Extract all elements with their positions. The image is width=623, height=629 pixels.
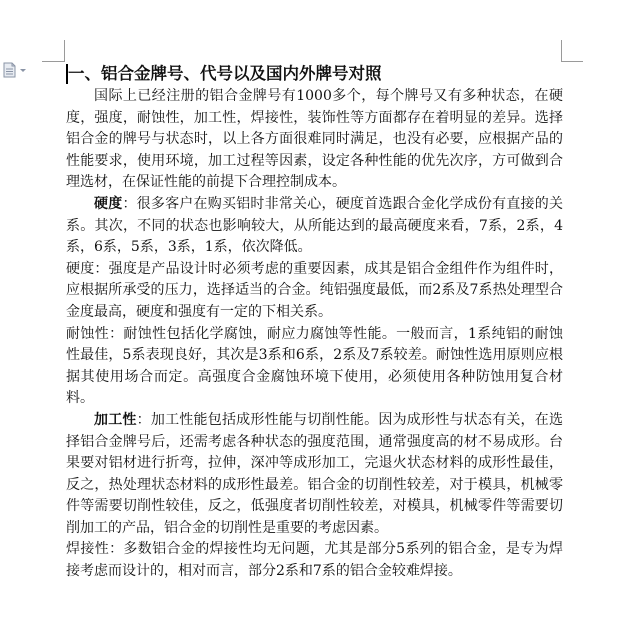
workability-paragraph [66,410,563,540]
hardness-paragraph [66,194,563,259]
weldability-clip [66,539,563,580]
workability-text: ：加工性能包括成形性能与切削性能。因为成形性与状态有关，在选择铝合金牌号后，还需考虑各种状态的强度范围，通常强度高的材不易成形。台果要对铝材进行折弯，拉伸，深冲等成形加工，完退火状态材料的成形性最佳，反之，热处理状态材料的成形性最差。铝合金的切削性较差，对于模具，机械零件等需要切削性较佳，反之，低强度者切削性较差，对模具，机械零件等需要切削加工的产品，铝合金的切削性是重要的考虑因素。 [66,411,563,536]
strength-paragraph: 硬度：强度是产品设计时必须考虑的重要因素，成其是铝合金组件作为组件时，应根据所承受的压力，选择适当的合金。纯铝强度最低，而2系及7系热处理型合金度最高，硬度和强度有一定的下相关系。 [66,260,563,320]
workability-label: 加工性 [94,411,137,428]
document-options-icon[interactable] [3,62,31,78]
crop-mark-top-left-vertical [64,40,65,62]
hardness-text: ：很多客户在购买铝时非常关心，硬度首选跟合金化学成份有直接的关系。其次，不同的状态也影响较大，从所能达到的最高硬度来看，7系，2系，4系，6系，5系，3系，1系，依次降低。 [66,195,563,256]
intro-paragraph: 国际上已经注册的铝合金牌号有1000多个，每个牌号又有多种状态，在硬度，强度，耐蚀性，加工性，焊接性，装饰性等方面都存在着明显的差异。选择铝合金的牌号与状态时，以上各方面很难同时满足，也没有必要，应根据产品的性能要求，使用环境，加工过程等因素，设定各种性能的优先次序，方可做到合理选材，在保证性能的前提下合理控制成本。 [66,88,563,191]
weldability-paragraph: 焊接性：多数铝合金的焊接性均无问题，尤其是部分5系列的铝合金，是专为焊接考虑而设计的，相对而言，部分2系和7系的铝合金较难焊接。 [66,541,563,580]
document-body[interactable] [66,62,563,580]
crop-mark-top-right-vertical [561,40,562,62]
corrosion-paragraph: 耐蚀性：耐蚀性包括化学腐蚀，耐应力腐蚀等性能。一般而言，1系纯铝的耐蚀性最佳，5系表现良好，其次是3系和6系，2系及7系较差。耐蚀性选用原则应根据其使用场合而定。高强度合金腐蚀环境下使用，必须使用各种防蚀用复合材料。 [66,325,563,407]
crop-mark-top-right-horizontal [561,61,583,62]
crop-mark-top-left-horizontal [42,61,65,62]
hardness-label: 硬度 [94,195,123,212]
section-heading: 一、铝合金牌号、代号以及国内外牌号对照 [68,64,382,83]
